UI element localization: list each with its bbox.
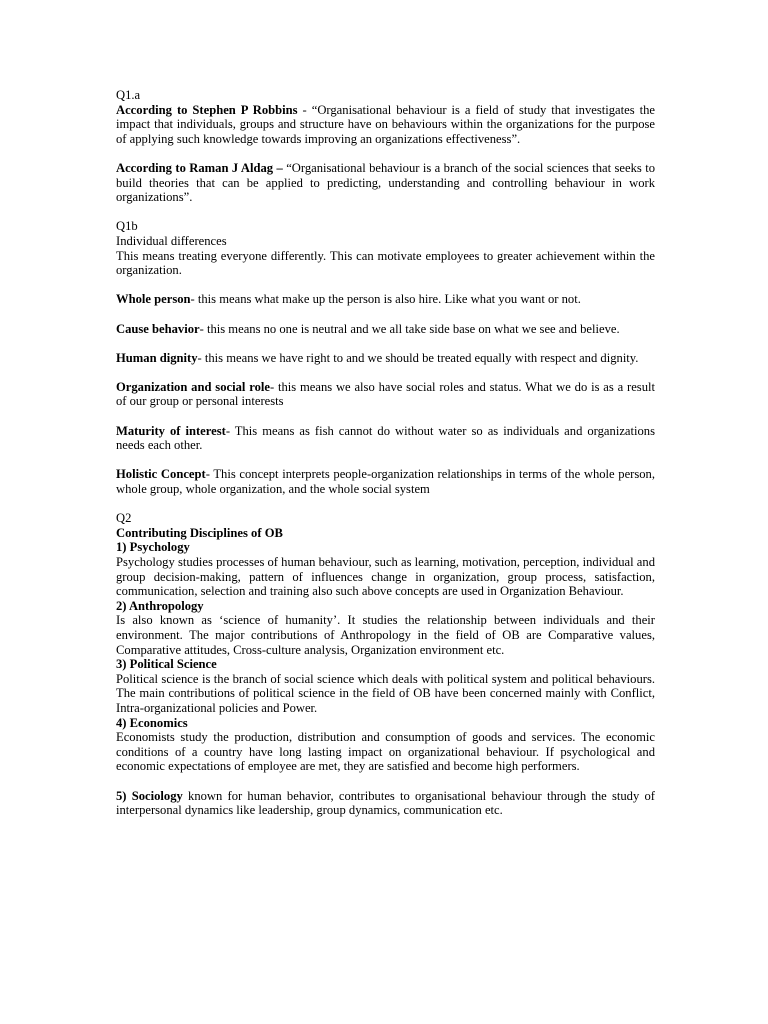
section-heading-political-science: 3) Political Science <box>116 657 217 672</box>
section-heading-anthropology: 2) Anthropology <box>116 598 204 613</box>
principle-term: Maturity of interest <box>116 423 226 438</box>
q1b-intro: This means treating everyone differently. This can motivate employees to greater achievement within the organization. <box>116 248 655 278</box>
principle-text: - this means we have right to and we should be treated equally with respect and dignity. <box>197 350 639 365</box>
principle-text: - this means we also have social roles and status. What we do is as a result of our group or personal interests <box>116 379 655 409</box>
principle-term: Organization and social role <box>116 379 270 394</box>
principle-organization-social-role <box>116 380 655 409</box>
q2-title: Contributing Disciplines of OB <box>116 525 283 540</box>
section-heading-psychology: 1) Psychology <box>116 540 190 555</box>
definition-aldag <box>116 161 655 205</box>
section-text-psychology: Psychology studies processes of human behaviour, such as learning, motivation, perception, individual and group decision-making, pattern of influences change in organization, group process, satisfaction, communication, selection and training also such above concepts are used in Organization Behaviour. <box>116 555 655 599</box>
section-text-political-science: Political science is the branch of social science which deals with political system and political behaviours. The main contributions of political science in the field of OB have been concerned mainly with Conflict, Intra-organizational policies and Power. <box>116 671 655 715</box>
q1a-label: Q1.a <box>116 88 141 102</box>
section-sociology <box>116 789 655 818</box>
principle-text: - This concept interprets people-organization relationships in terms of the whole person, whole group, whole organization, and the whole social system <box>116 467 656 497</box>
principle-text: - this means no one is neutral and we all take side base on what we see and believe. <box>199 321 620 336</box>
q2-label: Q2 <box>116 511 132 526</box>
definition-robbins-text: “Organisational behaviour is a field of study that investigates the impact that individuals, groups and structure have on behaviours within the organizations for the purpose of applying such knowledge towards improving an organizations effectiveness”. <box>116 102 655 146</box>
definition-robbins-sep: - <box>297 102 312 117</box>
principle-term: Whole person <box>116 292 191 307</box>
section-text-economics: Economists study the production, distribution and consumption of goods and services. The economic conditions of a country have long lasting impact on organizational behaviour. If psychological and economic expectations of employee are met, they are satisfied and become high performers. <box>116 730 655 774</box>
definition-aldag-text: “Organisational behaviour is a branch of the social sciences that seeks to build theories that can be applied to predicting, understanding and controlling behaviour in work organizations”. <box>116 160 655 205</box>
definition-aldag-author: According to Raman J Aldag – <box>116 160 283 175</box>
principle-whole-person <box>116 292 655 307</box>
q1b-label: Q1b <box>116 219 138 234</box>
principle-text: - this means what make up the person is also hire. Like what you want or not. <box>190 292 581 307</box>
q1b-subtitle: Individual differences <box>116 233 227 248</box>
section-heading-economics: 4) Economics <box>116 715 188 730</box>
section-text-sociology: known for human behavior, contributes to organisational behaviour through the study of interpersonal dynamics like leadership, group dynamics, communication etc. <box>116 788 655 818</box>
document-body <box>116 88 655 818</box>
section-heading-sociology: 5) Sociology <box>116 788 183 803</box>
principle-maturity-of-interest <box>116 424 655 453</box>
principle-cause-behavior <box>116 322 655 337</box>
principle-text: - This means as fish cannot do without water so as individuals and organizations needs each other. <box>116 423 655 453</box>
section-text-anthropology: Is also known as ‘science of humanity’. It studies the relationship between individuals and their environment. The major contributions of Anthropology in the field of OB are Comparative values, Comparative attitudes, Cross-culture analysis, Organization environment etc. <box>116 613 655 657</box>
principle-human-dignity <box>116 351 655 366</box>
principle-term: Cause behavior <box>116 321 200 336</box>
principle-term: Holistic Concept <box>116 467 206 482</box>
principle-term: Human dignity <box>116 350 198 365</box>
principle-holistic-concept <box>116 467 655 496</box>
definition-robbins-author: According to Stephen P Robbins <box>116 102 298 117</box>
definition-robbins <box>116 103 655 147</box>
